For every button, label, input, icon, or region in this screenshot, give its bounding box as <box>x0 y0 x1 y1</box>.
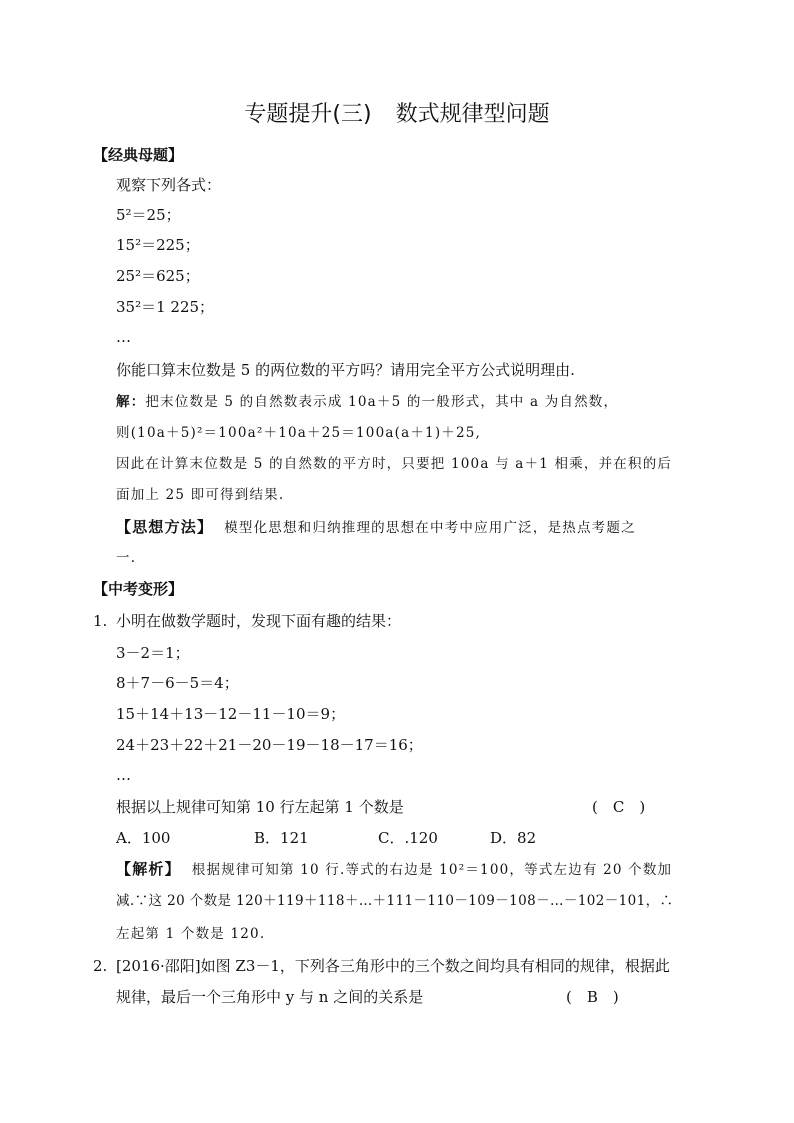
q1-ellipsis: … <box>116 766 131 784</box>
solution-line-4: 面加上 25 即可得到结果. <box>116 487 285 503</box>
classic-eq-3: 25²＝625； <box>116 267 200 285</box>
analysis-line-2: 减.∵这 20 个数是 120＋119＋118＋…＋111－110－109－108－…－102－101，∴ <box>116 893 674 909</box>
classic-eq-4: 35²＝1 225； <box>116 298 215 316</box>
page-title <box>0 100 794 130</box>
section-header-variation: 【中考变形】 <box>93 580 184 598</box>
q1-option-a: A．100 <box>116 829 171 847</box>
q1-line-2: 8＋7－6－5＝4； <box>116 674 239 692</box>
q1-ask: 根据以上规律可知第 10 行左起第 1 个数是 <box>116 798 404 816</box>
analysis-label: 【解析】 <box>116 860 181 878</box>
q1-stem: 小明在做数学题时，发现下面有趣的结果： <box>116 612 402 630</box>
method-line-1 <box>116 518 636 537</box>
q1-option-b: B．121 <box>254 829 309 847</box>
solution-line-1 <box>116 393 618 411</box>
method-label: 【思想方法】 <box>116 518 214 536</box>
solution-line-2: 则(10a＋5)²＝100a²＋10a＋25＝100a(a＋1)＋25, <box>116 425 482 441</box>
classic-eq-1: 5²＝25； <box>116 206 181 224</box>
analysis-line-1 <box>116 860 672 879</box>
solution-line-3: 因此在计算末位数是 5 的自然数的平方时，只要把 100a 与 a＋1 相乘，并在积的后 <box>116 456 673 472</box>
q1-answer: ( C ) <box>592 798 646 816</box>
q2-answer: ( B ) <box>566 988 619 1006</box>
analysis-text-1: 根据规律可知第 10 行.等式的右边是 10²＝100，等式左边有 20 个数加 <box>191 862 673 878</box>
classic-intro: 观察下列各式： <box>116 176 222 194</box>
analysis-line-3: 左起第 1 个数是 120. <box>116 926 266 942</box>
classic-eq-2: 15²＝225； <box>116 236 200 254</box>
classic-question: 你能口算末位数是 5 的两位数的平方吗？请用完全平方公式说明理由. <box>116 361 575 379</box>
q2-number: 2. <box>93 957 108 975</box>
q1-number: 1. <box>93 612 108 630</box>
q1-line-1: 3－2＝1； <box>116 644 190 662</box>
q2-stem-1: [2016·邵阳]如图 Z3－1，下列各三角形中的三个数之间均具有相同的规律，根据此 <box>116 957 670 975</box>
solution-text-1: 把末位数是 5 的自然数表示成 10a＋5 的一般形式，其中 a 为自然数， <box>145 394 619 410</box>
title-part2: 数式规律型问题 <box>395 102 550 127</box>
q1-line-3: 15＋14＋13－12－11－10＝9； <box>116 705 346 723</box>
solution-label: 解： <box>116 394 146 410</box>
method-line-2: 一. <box>116 550 137 566</box>
title-part1: 专题提升(三) <box>244 102 372 127</box>
q1-line-4: 24＋23＋22＋21－20－19－18－17＝16； <box>116 736 423 754</box>
q2-stem-2: 规律，最后一个三角形中 y 与 n 之间的关系是 <box>116 988 424 1006</box>
classic-ellipsis: … <box>116 328 131 346</box>
q1-option-c: C．.120 <box>378 829 438 847</box>
q1-option-d: D．82 <box>490 829 537 847</box>
method-text-1: 模型化思想和归纳推理的思想在中考中应用广泛，是热点考题之 <box>224 520 636 536</box>
section-header-classic: 【经典母题】 <box>93 146 184 164</box>
